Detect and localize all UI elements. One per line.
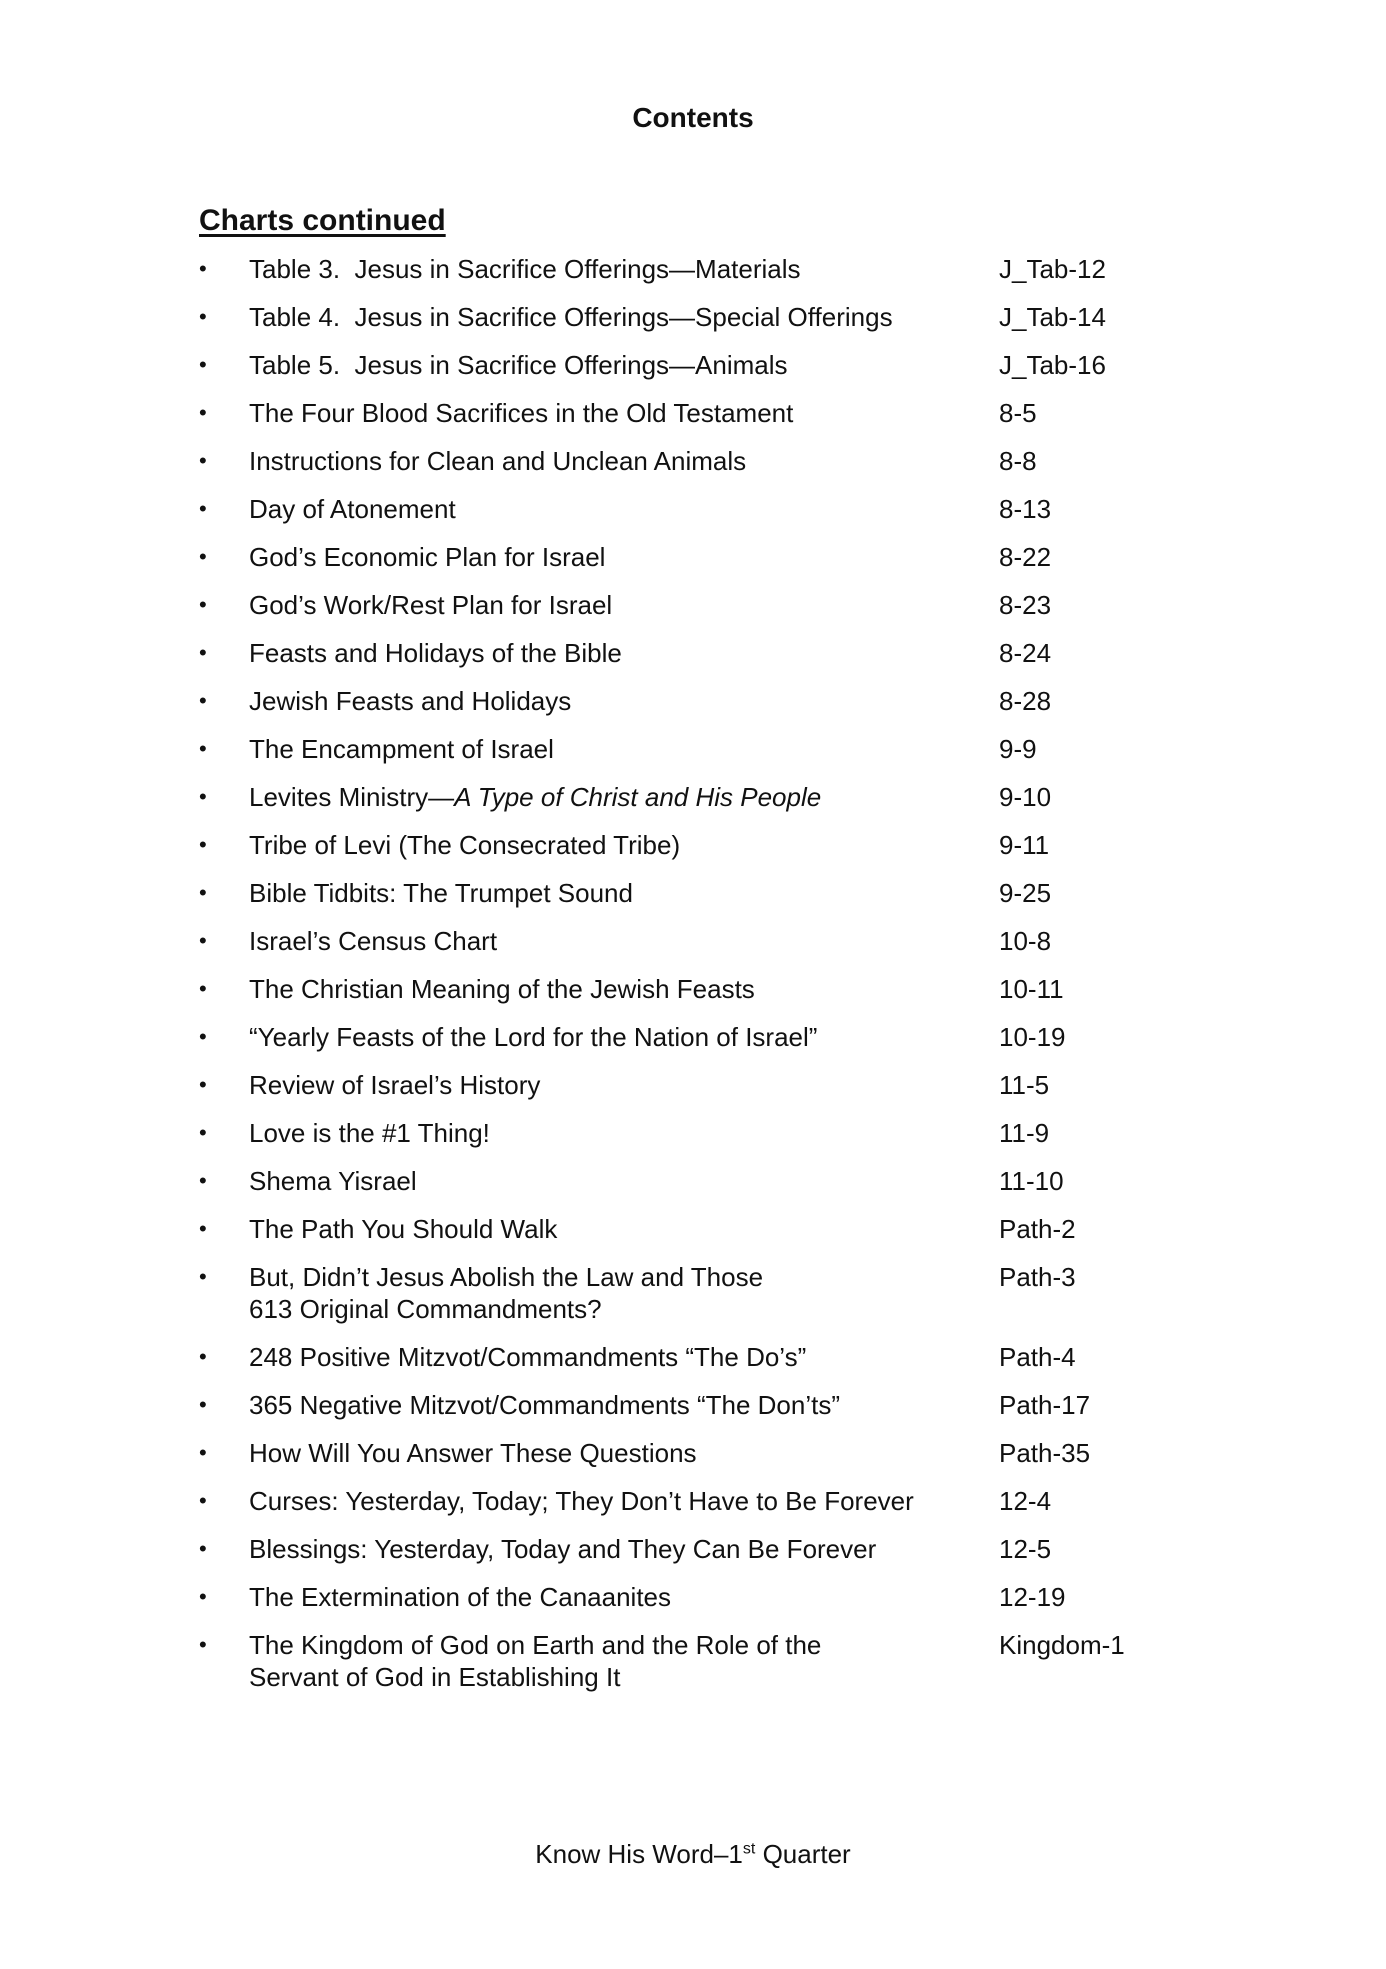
bullet-icon: • [199, 544, 207, 569]
bullet-icon: • [199, 1392, 207, 1417]
toc-entry-page: 12-5 [999, 1534, 1052, 1564]
toc-entry-title [249, 733, 999, 765]
toc-entry-title [249, 1389, 999, 1421]
toc-entry-title [249, 637, 999, 669]
toc-entry-page: 12-4 [999, 1486, 1052, 1516]
toc-entry [199, 637, 1199, 685]
toc-entry-title [249, 1261, 999, 1325]
toc-entry [199, 445, 1199, 493]
toc-entry [199, 1485, 1199, 1533]
toc-entry [199, 397, 1199, 445]
toc-entry-title-text: The Kingdom of God on Earth and the Role of the [249, 1630, 822, 1660]
toc-entry-title [249, 1629, 999, 1693]
toc-entry-title-text: Israel’s Census Chart [249, 926, 498, 956]
bullet-icon: • [199, 880, 207, 905]
toc-entry-title-text: Table 4. Jesus in Sacrifice Offerings—Special Offerings [249, 302, 893, 332]
toc-entry-title-text: The Encampment of Israel [249, 734, 554, 764]
bullet-icon: • [199, 256, 207, 281]
toc-entry-title-continuation: Servant of God in Establishing It [249, 1662, 621, 1692]
bullet-icon: • [199, 1168, 207, 1193]
toc-entry-title [249, 877, 999, 909]
toc-entry-title-text: The Four Blood Sacrifices in the Old Testament [249, 398, 794, 428]
toc-list [199, 253, 1199, 1709]
toc-entry-title [249, 1533, 999, 1565]
toc-entry-page: 8-22 [999, 542, 1052, 572]
toc-entry-title-text: Day of Atonement [249, 494, 456, 524]
toc-entry-title-text: Table 5. Jesus in Sacrifice Offerings—Animals [249, 350, 788, 380]
toc-entry-page: 8-8 [999, 446, 1037, 476]
toc-entry-page: 10-19 [999, 1022, 1066, 1052]
toc-entry [199, 925, 1199, 973]
bullet-icon: • [199, 1488, 207, 1513]
footer-suffix: Quarter [755, 1839, 851, 1869]
toc-entry [199, 685, 1199, 733]
bullet-icon: • [199, 352, 207, 377]
toc-entry [199, 877, 1199, 925]
toc-entry [199, 1117, 1199, 1165]
toc-entry-title [249, 1117, 999, 1149]
toc-entry-page: Path-17 [999, 1390, 1091, 1420]
toc-entry-page: 12-19 [999, 1582, 1066, 1612]
bullet-icon: • [199, 1440, 207, 1465]
footer-number: 1 [728, 1839, 743, 1869]
toc-entry [199, 589, 1199, 637]
footer-superscript: st [742, 1840, 756, 1858]
bullet-icon: • [199, 1632, 207, 1657]
toc-entry-title [249, 1341, 999, 1373]
toc-entry-title [249, 1581, 999, 1613]
toc-entry-title [249, 589, 999, 621]
toc-entry-page: 10-11 [999, 974, 1064, 1004]
toc-entry-page: 9-11 [999, 830, 1050, 860]
bullet-icon: • [199, 496, 207, 521]
toc-entry [199, 733, 1199, 781]
toc-entry [199, 1389, 1199, 1437]
toc-entry-title [249, 925, 999, 957]
toc-entry-title-text: Review of Israel’s History [249, 1070, 541, 1100]
toc-entry-title-text: 248 Positive Mitzvot/Commandments “The Do’s” [249, 1342, 807, 1372]
toc-entry-title [249, 1213, 999, 1245]
toc-entry [199, 301, 1199, 349]
toc-entry-page: 11-10 [999, 1166, 1064, 1196]
toc-entry-title [249, 1069, 999, 1101]
toc-entry [199, 541, 1199, 589]
toc-entry-page: 11-5 [999, 1070, 1050, 1100]
toc-entry-title [249, 493, 999, 525]
toc-entry-page: J_Tab-16 [999, 350, 1106, 380]
footer-prefix: Know His Word [535, 1839, 714, 1869]
toc-entry-page: 9-25 [999, 878, 1052, 908]
toc-entry-title-text: Levites Ministry— [249, 782, 455, 812]
toc-entry [199, 1021, 1199, 1069]
toc-entry-page: 8-24 [999, 638, 1052, 668]
section-heading: Charts continued [199, 204, 446, 237]
bullet-icon: • [199, 1264, 207, 1289]
bullet-icon: • [199, 400, 207, 425]
toc-entry-title-text: Instructions for Clean and Unclean Animals [249, 446, 747, 476]
bullet-icon: • [199, 1120, 207, 1145]
toc-entry-page: Path-3 [999, 1262, 1076, 1292]
toc-entry-title-text: Tribe of Levi (The Consecrated Tribe) [249, 830, 681, 860]
bullet-icon: • [199, 1344, 207, 1369]
toc-entry-title-text: Table 3. Jesus in Sacrifice Offerings—Materials [249, 254, 801, 284]
toc-entry-page: 11-9 [999, 1118, 1050, 1148]
toc-entry-title [249, 397, 999, 429]
toc-entry [199, 1437, 1199, 1485]
toc-entry-title-text: “Yearly Feasts of the Lord for the Nation of Israel” [249, 1022, 818, 1052]
toc-entry-page: 9-10 [999, 782, 1052, 812]
bullet-icon: • [199, 688, 207, 713]
toc-entry [199, 349, 1199, 397]
toc-entry-page: Path-35 [999, 1438, 1091, 1468]
toc-entry [199, 1629, 1199, 1709]
toc-entry-page: 8-13 [999, 494, 1052, 524]
toc-entry [199, 1213, 1199, 1261]
toc-entry-title-text: Love is the #1 Thing! [249, 1118, 490, 1148]
toc-entry-title [249, 685, 999, 717]
toc-entry-page: 10-8 [999, 926, 1052, 956]
toc-entry [199, 781, 1199, 829]
page-title: Contents [632, 102, 754, 133]
toc-entry-page: 8-23 [999, 590, 1052, 620]
toc-entry-title [249, 829, 999, 861]
toc-entry [199, 1533, 1199, 1581]
toc-entry [199, 493, 1199, 541]
toc-entry [199, 973, 1199, 1021]
toc-entry-title-text: The Path You Should Walk [249, 1214, 558, 1244]
bullet-icon: • [199, 736, 207, 761]
footer-dash: – [713, 1839, 729, 1869]
bullet-icon: • [199, 448, 207, 473]
toc-entry [199, 1341, 1199, 1389]
toc-entry [199, 1581, 1199, 1629]
toc-entry-title-text: Bible Tidbits: The Trumpet Sound [249, 878, 633, 908]
toc-entry-title [249, 1437, 999, 1469]
toc-entry-title-text: Feasts and Holidays of the Bible [249, 638, 622, 668]
toc-entry-title [249, 1021, 999, 1053]
toc-entry-page: Path-2 [999, 1214, 1076, 1244]
toc-entry-title-text: God’s Work/Rest Plan for Israel [249, 590, 613, 620]
toc-entry-title [249, 301, 999, 333]
bullet-icon: • [199, 304, 207, 329]
toc-entry-page: 8-5 [999, 398, 1037, 428]
bullet-icon: • [199, 1216, 207, 1241]
toc-entry [199, 1165, 1199, 1213]
toc-entry-page: 9-9 [999, 734, 1037, 764]
bullet-icon: • [199, 1584, 207, 1609]
toc-entry-title [249, 1165, 999, 1197]
toc-entry-title-text: Shema Yisrael [249, 1166, 417, 1196]
bullet-icon: • [199, 784, 207, 809]
toc-entry [199, 829, 1199, 877]
toc-entry-title [249, 349, 999, 381]
toc-entry-title-continuation: 613 Original Commandments? [249, 1294, 602, 1324]
toc-entry-title-text: The Christian Meaning of the Jewish Feasts [249, 974, 755, 1004]
toc-entry-page: J_Tab-14 [999, 302, 1106, 332]
toc-entry [199, 253, 1199, 301]
toc-entry [199, 1069, 1199, 1117]
bullet-icon: • [199, 928, 207, 953]
toc-entry-title [249, 445, 999, 477]
page-footer [0, 1838, 1386, 1870]
toc-entry-title-italic: A Type of Christ and His People [454, 782, 822, 812]
toc-entry-title [249, 973, 999, 1005]
toc-entry-title-text: Jewish Feasts and Holidays [249, 686, 572, 716]
toc-entry-page: Path-4 [999, 1342, 1076, 1372]
toc-entry-page: Kingdom-1 [999, 1630, 1125, 1660]
toc-entry-title [249, 781, 999, 813]
toc-entry-title-text: Curses: Yesterday, Today; They Don’t Have to Be Forever [249, 1486, 914, 1516]
toc-entry-title-text: But, Didn’t Jesus Abolish the Law and Those [249, 1262, 764, 1292]
toc-entry-title-text: How Will You Answer These Questions [249, 1438, 697, 1468]
toc-entry-title-text: The Extermination of the Canaanites [249, 1582, 672, 1612]
bullet-icon: • [199, 1536, 207, 1561]
bullet-icon: • [199, 1024, 207, 1049]
toc-entry-page: J_Tab-12 [999, 254, 1106, 284]
toc-entry-title [249, 1485, 999, 1517]
bullet-icon: • [199, 976, 207, 1001]
bullet-icon: • [199, 832, 207, 857]
bullet-icon: • [199, 640, 207, 665]
toc-entry-title [249, 541, 999, 573]
toc-entry-title-text: God’s Economic Plan for Israel [249, 542, 606, 572]
bullet-icon: • [199, 1072, 207, 1097]
bullet-icon: • [199, 592, 207, 617]
toc-entry-title-text: Blessings: Yesterday, Today and They Can Be Forever [249, 1534, 877, 1564]
toc-entry-title-text: 365 Negative Mitzvot/Commandments “The Don’ts” [249, 1390, 841, 1420]
toc-entry-page: 8-28 [999, 686, 1052, 716]
toc-entry-title [249, 253, 999, 285]
toc-entry [199, 1261, 1199, 1341]
